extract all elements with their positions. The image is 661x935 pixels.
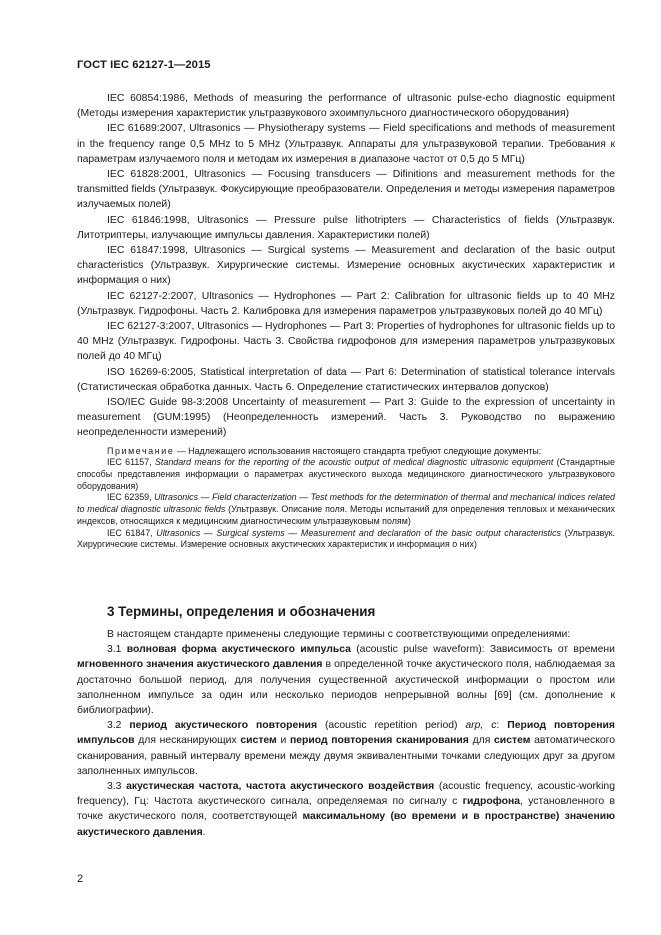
reference-item: IEC 62127-3:2007, Ultrasonics — Hydrophones — Part 3: Properties of hydrophones for ultrasonic fields up to 40 MHz (Ультразвук. Гидрофоны. Часть 3. Свойства гидрофонов для измерения параметров ультразвуковых полей до 40 МГц) [77,321,615,363]
reference-item: ISO 16269-6:2005, Statistical interpretation of data — Part 6: Determination of statistical tolerance intervals (Статистическая обработка данных. Часть 6. Определение статистических интервалов допусков) [77,366,615,393]
note-item-code: IEC 61847, [107,527,157,538]
term-reference: систем [240,735,277,747]
note-item-code: IEC 62359, [107,492,155,503]
term-name: акустическая частота, частота акустического воздействия [126,781,435,793]
terms-section [77,627,615,840]
term-number: 3.2 [107,720,130,732]
note-intro [77,446,615,458]
section-title: 3 Термины, определения и обозначения [107,604,376,619]
term-text: , установленного в точке акустического поля, соответствующей [77,796,615,823]
term-definition [77,642,615,718]
normative-references [77,91,615,551]
term-text: . [202,826,206,838]
reference-item: ISO/IEC Guide 98-3:2008 Uncertainty of measurement — Part 3: Guide to the expression of uncertainty in measurement (GUM:1995) (Неопределенность измерений. Часть 3. Руководство по выражению неопределенности измерений) [77,397,615,439]
term-definition [77,718,615,779]
page-number: 2 [77,873,84,885]
note-intro-text: — Надлежащего использования настоящего стандарта требуют следующие документы: [174,445,542,456]
reference-item: IEC 62127-2:2007, Ultrasonics — Hydrophones — Part 2: Calibration for ultrasonic fields up to 40 MHz (Ультразвук. Гидрофоны. Часть 2. Калибровка для измерения параметров ультразвуковых полей до 40 МГц) [77,290,615,317]
note-item-translation: (Ультразвук. Описание поля. Методы испытаний для определения тепловых и механических индексов, относящихся к медицинским диагностическим ультразвуковым полям) [77,504,615,526]
term-text: автоматического сканирования, равный интервалу времени между двумя эквивалентными точками следующих друг за другом заполненных импульсов. [77,735,616,777]
term-reference: Период повторения импульсов [77,720,615,747]
note-block [77,446,615,551]
term-reference: максимальному (во времени и в пространстве) [302,811,560,823]
term-text: : [496,720,508,732]
term-name: волновая форма акустического импульса [126,644,351,656]
note-item-translation: (Стандартные способы представления информации о параметрах акустического выхода медицинского диагностического ультразвукового оборудования) [77,457,615,491]
term-text: для [468,735,495,747]
reference-item: IEC 60854:1986, Methods of measuring the performance of ultrasonic pulse-echo diagnostic equipment (Методы измерения характеристик ультразвукового эхоимпульсного диагностического оборудования) [77,93,615,120]
note-item-code: IEC 61157, [107,457,155,468]
term-text: в определенной точке акустического поля, наблюдаемая за достаточно большой период, для получения существенной акустической информации о простом или заполненном импульсе за один или несколько периодов непрерывной волны [69] (см. дополнение к библиографии). [77,659,616,717]
note-item [77,492,615,527]
reference-item: IEC 61828:2001, Ultrasonics — Focusing transducers — Difinitions and measurement methods for the transmitted fields (Ультразвук. Фокусирующие преобразователи. Определения и методы измерения параметров излучаемых полей) [77,169,615,211]
term-symbol: arp, c [465,720,497,732]
term-text: (acoustic repetition period) [317,720,466,732]
term-number: 3.3 [107,781,127,793]
section-intro: В настоящем стандарте применены следующие термины с соответствующими определениями: [107,629,571,640]
reference-item: IEC 61847:1998, Ultrasonics — Surgical systems — Measurement and declaration of the basic output characteristics (Ультразвук. Хирургические системы. Измерение основных акустических характеристик и информация о них) [77,245,615,287]
term-reference: гидрофона [462,796,521,808]
reference-item: IEC 61689:2007, Ultrasonics — Physiotherapy systems — Field specifications and methods of measurement in the frequency range 0,5 MHz to 5 MHz (Ультразвук. Аппараты для ультразвуковой терапии. Требования к параметрам излучаемого поля и методам их измерения в диапазоне частот от 0,5 до 5 МГц) [77,123,615,165]
note-item-translation: (Ультразвук. Хирургические системы. Измерение основных акустических характеристик и информация о них) [77,527,615,550]
term-text: (acoustic pulse waveform): Зависимость от времени [350,644,615,656]
note-item-title: Standard means for the reporting of the acoustic output of medical diagnostic ultrasonic equipment [155,457,554,468]
note-item [77,528,615,551]
note-label: Примечание [107,445,175,456]
term-reference: мгновенного значения акустического давления [77,659,323,671]
reference-item: IEC 61846:1998, Ultrasonics — Pressure pulse lithotripters — Characteristics of fields (Ультразвук. Литотриптеры, излучающие импульсы давления. Характеристики полей) [77,214,615,241]
term-text: (acoustic frequency, acoustic-working frequency), Гц: Частота акустического сигнала, определяемая по сигналу с [77,781,615,808]
term-reference: систем [494,735,531,747]
term-reference: значению акустического давления [77,811,615,838]
term-text: для несканирующих [134,735,241,747]
document-header: ГОСТ IEC 62127-1—2015 [77,59,211,71]
note-item [77,457,615,492]
term-name: период акустического повторения [129,720,318,732]
term-definition [77,779,615,840]
note-item-title: Ultrasonics — Surgical systems — Measurement and declaration of the basic output characteristics [156,527,561,538]
term-reference: период повторения сканирования [289,735,469,747]
term-text: и [276,735,290,747]
note-item-title: Ultrasonics — Field characterization — Test methods for the determination of thermal and mechanical indices related to medical diagnostic ultrasonic fields [77,492,615,515]
term-number: 3.1 [107,644,127,656]
